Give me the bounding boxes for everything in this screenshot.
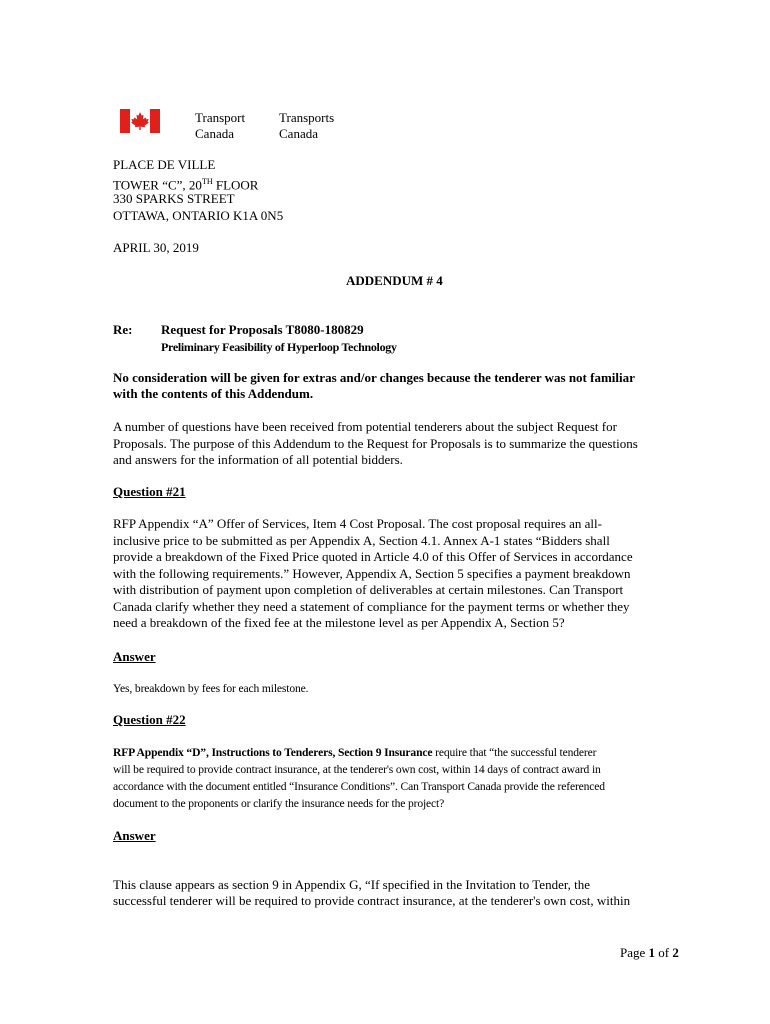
answer-22-heading: Answer (113, 828, 156, 843)
question-22-line: accordance with the document entitled “Insurance Conditions”. Can Transport Canada provide the referenced (113, 780, 605, 793)
question-21-line: with the following requirements.” However, Appendix A, Section 5 specifies a payment breakdown (113, 566, 631, 581)
rfp-title: Request for Proposals T8080-180829 (161, 322, 364, 337)
question-22-line: will be required to provide contract insurance, at the tenderer's own cost, within 14 days of contract award in (113, 763, 601, 776)
answer-22-line: successful tenderer will be required to provide contract insurance, at the tenderer's own cost, within (113, 893, 631, 908)
question-21-line: with distribution of payment upon completion of deliverables at certain milestones. Can Transport (113, 582, 624, 597)
address-line-4: OTTAWA, ONTARIO K1A 0N5 (113, 208, 284, 223)
document-date: APRIL 30, 2019 (113, 240, 199, 255)
notice-line-2: with the contents of this Addendum. (113, 386, 314, 401)
question-21-line: need a breakdown of the fixed fee at the milestone level as per Appendix A, Section 5? (113, 615, 565, 630)
intro-line-3: and answers for the information of all potential bidders. (113, 452, 403, 467)
answer-21-text: Yes, breakdown by fees for each milestone. (113, 682, 309, 695)
answer-22-line: This clause appears as section 9 in Appendix G, “If specified in the Invitation to Tender, the (113, 877, 591, 892)
question-22-heading: Question #22 (113, 712, 186, 727)
intro-line-1: A number of questions have been received from potential tenderers about the subject Request for (113, 419, 617, 434)
question-22-line: RFP Appendix “D”, Instructions to Tenderers, Section 9 Insurance require that “the successful tenderer (113, 746, 597, 759)
question-21-line: Canada clarify whether they need a statement of compliance for the payment terms or whether they (113, 599, 630, 614)
question-21-heading: Question #21 (113, 484, 186, 499)
question-21-line: inclusive price to be submitted as per Appendix A, Section 4.1. Annex A-1 states “Bidders shall (113, 533, 610, 548)
dept-name-en-line2: Canada (195, 126, 234, 141)
canada-flag-icon (120, 109, 160, 133)
re-label: Re: (113, 322, 133, 337)
rfp-subtitle: Preliminary Feasibility of Hyperloop Technology (161, 340, 397, 354)
dept-name-fr-line1: Transports (279, 110, 335, 125)
intro-line-2: Proposals. The purpose of this Addendum to the Request for Proposals is to summarize the questions (113, 436, 638, 451)
question-22-line: document to the proponents or clarify the insurance needs for the project? (113, 797, 445, 810)
address-line-1: PLACE DE VILLE (113, 157, 216, 172)
addendum-title: ADDENDUM # 4 (346, 273, 443, 288)
dept-name-fr-line2: Canada (279, 126, 318, 141)
dept-name-en-line1: Transport (195, 110, 246, 125)
page-number: Page 1 of 2 (620, 945, 679, 960)
address-line-3: 330 SPARKS STREET (113, 191, 235, 206)
answer-21-heading: Answer (113, 649, 156, 664)
question-21-line: provide a breakdown of the Fixed Price quoted in Article 4.0 of this Offer of Services in accordance (113, 549, 633, 564)
question-21-line: RFP Appendix “A” Offer of Services, Item 4 Cost Proposal. The cost proposal requires an all- (113, 516, 602, 531)
notice-line-1: No consideration will be given for extras and/or changes because the tenderer was not familiar (113, 370, 635, 385)
address-line-2: TOWER “C”, 20TH FLOOR (113, 177, 259, 193)
